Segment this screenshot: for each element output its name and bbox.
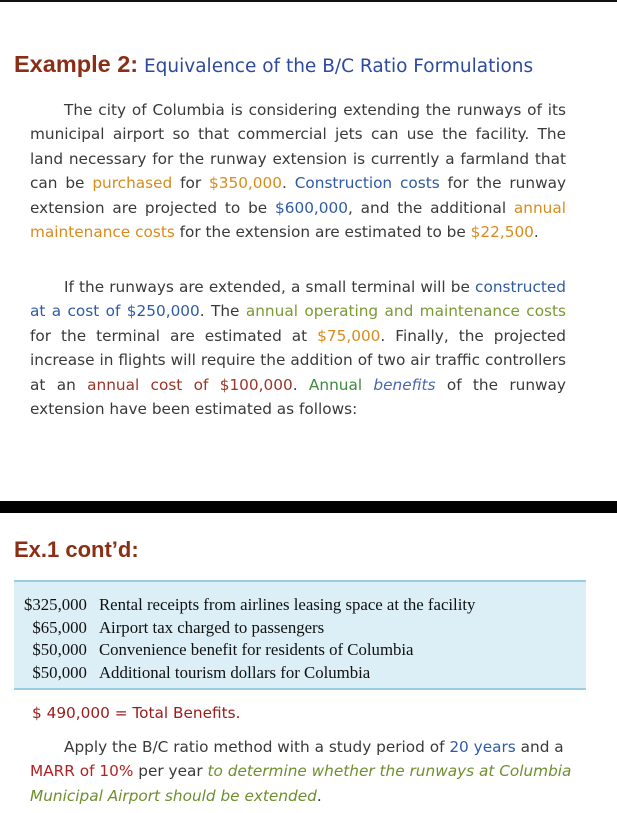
text-span: , and the additional	[348, 198, 514, 217]
table-row	[24, 617, 475, 640]
highlight-terminal-construction: constructed at a cost of $250,000	[30, 278, 566, 321]
highlight-annual: Annual	[308, 375, 374, 394]
highlight-land-cost: $350,000	[209, 174, 282, 193]
highlight-controller-cost: annual cost of $100,000	[87, 375, 293, 394]
paragraph-terminal-costs	[30, 275, 566, 421]
text-span: for the runway extension are projected to be	[30, 174, 567, 217]
highlight-purpose: to determine whether the runways at Columbia Municipal Airport should be extended	[30, 762, 572, 805]
top-border	[0, 0, 617, 2]
highlight-benefits: benefits	[373, 375, 436, 394]
text-span: .	[292, 375, 309, 394]
table-row	[24, 639, 475, 662]
title-topic: Equivalence of the B/C Ratio Formulations	[138, 56, 534, 77]
text-span: and a	[515, 738, 564, 756]
highlight-maintenance-cost: $22,500	[470, 223, 534, 242]
highlight-annual-maintenance: annual maintenance costs	[30, 198, 567, 242]
text-span: .	[533, 223, 539, 242]
text-span: for the extension are estimated to be	[174, 223, 471, 242]
paragraph-task	[30, 735, 575, 808]
slide2-title: Ex.1 cont’d:	[14, 537, 139, 562]
benefit-description: Rental receipts from airlines leasing space at the facility	[98, 595, 476, 614]
text-span: Apply the B/C ratio method with a study period of	[64, 738, 450, 756]
table-row	[24, 594, 475, 617]
highlight-operating-cost: $75,000	[317, 326, 381, 345]
total-benefits: $ 490,000 = Total Benefits.	[32, 704, 241, 722]
benefit-description: Convenience benefit for residents of Columbia	[98, 640, 414, 659]
highlight-study-period: 20 years	[449, 738, 516, 756]
highlight-construction: Construction costs	[294, 174, 440, 193]
paragraph-runway-costs	[30, 98, 566, 244]
text-span: of the runway extension have been estimated as follows:	[30, 375, 566, 419]
highlight-construction-cost: $600,000	[275, 198, 348, 217]
text-span: The city of Columbia is considering extending the runways of its municipal airport so that commercial jets can use the facility. The land necessary for the runway extension is currently a farmland that can be	[30, 101, 566, 193]
text-span: .	[282, 174, 295, 193]
slide-title	[14, 42, 533, 80]
benefits-table	[24, 594, 475, 684]
highlight-annual-operating: annual operating and maintenance costs	[245, 302, 566, 321]
highlight-purchased: purchased	[92, 174, 173, 193]
benefit-description: Additional tourism dollars for Columbia	[98, 662, 371, 682]
benefit-description: Airport tax charged to passengers	[98, 617, 325, 637]
slide-divider	[0, 501, 617, 513]
text-span: for the terminal are estimated at	[30, 326, 318, 345]
benefit-amount: $325,000	[24, 595, 87, 614]
text-span: If the runways are extended, a small terminal will be	[64, 278, 476, 296]
benefit-amount: $65,000	[32, 617, 87, 637]
title-example-label: Example 2:	[14, 51, 139, 77]
text-span: per year	[133, 762, 208, 781]
text-span: . The	[199, 302, 246, 321]
benefit-amount: $50,000	[32, 662, 87, 682]
table-row	[24, 662, 475, 685]
text-span: .	[316, 786, 322, 805]
text-span: for	[172, 174, 209, 193]
benefits-box	[14, 580, 586, 690]
benefit-amount: $50,000	[32, 640, 87, 659]
text-span: . Finally, the projected increase in flights will require the addition of two air traffic controllers at an	[30, 326, 567, 394]
highlight-marr: MARR of 10%	[30, 762, 134, 781]
